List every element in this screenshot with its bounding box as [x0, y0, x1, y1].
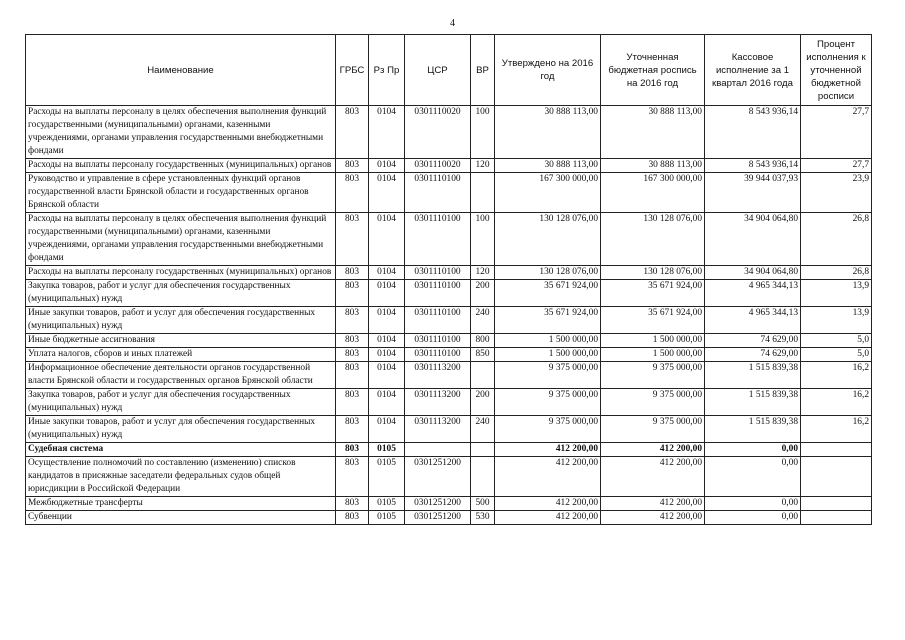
cell-csr: 0301110100	[405, 334, 471, 348]
cell-name: Закупка товаров, работ и услуг для обеспечения государственных (муниципальных) нужд	[26, 389, 336, 416]
cell-name: Иные закупки товаров, работ и услуг для обеспечения государственных (муниципальных) нужд	[26, 307, 336, 334]
cell-csr: 0301113200	[405, 416, 471, 443]
cell-rzpr: 0105	[369, 511, 405, 525]
cell-revised: 30 888 113,00	[601, 106, 705, 159]
cell-revised: 9 375 000,00	[601, 389, 705, 416]
cell-name: Иные бюджетные ассигнования	[26, 334, 336, 348]
cell-grbs: 803	[336, 457, 369, 497]
cell-grbs: 803	[336, 266, 369, 280]
cell-grbs: 803	[336, 389, 369, 416]
cell-name: Расходы на выплаты персоналу государственных (муниципальных) органов	[26, 159, 336, 173]
cell-percent: 16,2	[801, 362, 872, 389]
cell-grbs: 803	[336, 497, 369, 511]
cell-vr	[471, 362, 495, 389]
cell-vr	[471, 457, 495, 497]
cell-cash: 8 543 936,14	[705, 106, 801, 159]
cell-csr: 0301113200	[405, 389, 471, 416]
cell-csr: 0301113200	[405, 362, 471, 389]
cell-rzpr: 0104	[369, 362, 405, 389]
header-rzpr: Рз Пр	[369, 35, 405, 106]
cell-rzpr: 0105	[369, 457, 405, 497]
cell-cash: 0,00	[705, 497, 801, 511]
cell-cash: 34 904 064,80	[705, 213, 801, 266]
cell-cash: 39 944 037,93	[705, 173, 801, 213]
cell-approved: 412 200,00	[495, 511, 601, 525]
cell-rzpr: 0104	[369, 416, 405, 443]
cell-percent	[801, 511, 872, 525]
cell-revised: 35 671 924,00	[601, 280, 705, 307]
cell-csr: 0301110100	[405, 307, 471, 334]
cell-cash: 0,00	[705, 443, 801, 457]
cell-rzpr: 0104	[369, 159, 405, 173]
cell-cash: 0,00	[705, 457, 801, 497]
cell-vr: 120	[471, 159, 495, 173]
cell-grbs: 803	[336, 334, 369, 348]
cell-approved: 167 300 000,00	[495, 173, 601, 213]
cell-percent	[801, 457, 872, 497]
table-row	[26, 159, 872, 173]
cell-cash: 4 965 344,13	[705, 280, 801, 307]
cell-approved: 412 200,00	[495, 497, 601, 511]
cell-percent: 16,2	[801, 389, 872, 416]
cell-csr: 0301110100	[405, 173, 471, 213]
cell-vr: 200	[471, 280, 495, 307]
cell-cash: 1 515 839,38	[705, 362, 801, 389]
cell-approved: 9 375 000,00	[495, 416, 601, 443]
header-revised: Уточненная бюджетная роспись на 2016 год	[601, 35, 705, 106]
cell-rzpr: 0104	[369, 280, 405, 307]
cell-revised: 35 671 924,00	[601, 307, 705, 334]
header-csr: ЦСР	[405, 35, 471, 106]
cell-grbs: 803	[336, 362, 369, 389]
cell-csr: 0301251200	[405, 497, 471, 511]
cell-vr: 500	[471, 497, 495, 511]
cell-revised: 130 128 076,00	[601, 266, 705, 280]
cell-revised: 9 375 000,00	[601, 416, 705, 443]
cell-name: Судебная система	[26, 443, 336, 457]
table-row	[26, 173, 872, 213]
cell-percent: 13,9	[801, 280, 872, 307]
cell-approved: 412 200,00	[495, 457, 601, 497]
cell-percent: 5,0	[801, 334, 872, 348]
cell-grbs: 803	[336, 443, 369, 457]
cell-name: Расходы на выплаты персоналу в целях обеспечения выполнения функций государственными (муниципальными) органами, казенными учреждениями, органами управления государственными внебюджетными фондами	[26, 106, 336, 159]
cell-approved: 1 500 000,00	[495, 348, 601, 362]
cell-cash: 1 515 839,38	[705, 416, 801, 443]
cell-rzpr: 0104	[369, 106, 405, 159]
cell-revised: 130 128 076,00	[601, 213, 705, 266]
header-cash: Кассовое исполнение за 1 квартал 2016 года	[705, 35, 801, 106]
cell-approved: 130 128 076,00	[495, 266, 601, 280]
cell-vr: 240	[471, 416, 495, 443]
cell-vr: 120	[471, 266, 495, 280]
table-header-row	[26, 35, 872, 106]
header-name: Наименование	[26, 35, 336, 106]
cell-csr: 0301251200	[405, 457, 471, 497]
cell-csr: 0301110100	[405, 213, 471, 266]
cell-name: Расходы на выплаты персоналу государственных (муниципальных) органов	[26, 266, 336, 280]
cell-approved: 35 671 924,00	[495, 280, 601, 307]
table-row	[26, 416, 872, 443]
cell-name: Расходы на выплаты персоналу в целях обеспечения выполнения функций государственными (муниципальными) органами, казенными учреждениями, органами управления государственными внебюджетными фондами	[26, 213, 336, 266]
header-vr: ВР	[471, 35, 495, 106]
cell-vr: 800	[471, 334, 495, 348]
table-row	[26, 457, 872, 497]
cell-revised: 9 375 000,00	[601, 362, 705, 389]
table-row	[26, 511, 872, 525]
table-row	[26, 389, 872, 416]
cell-cash: 4 965 344,13	[705, 307, 801, 334]
cell-grbs: 803	[336, 307, 369, 334]
cell-rzpr: 0105	[369, 497, 405, 511]
table-row	[26, 213, 872, 266]
cell-percent: 26,8	[801, 213, 872, 266]
cell-cash: 0,00	[705, 511, 801, 525]
table-row	[26, 266, 872, 280]
cell-name: Информационное обеспечение деятельности органов государственной власти Брянской области и государственных органов Брянской области	[26, 362, 336, 389]
cell-rzpr: 0104	[369, 266, 405, 280]
table-body	[26, 106, 872, 525]
header-percent: Процент исполнения к уточненной бюджетной росписи	[801, 35, 872, 106]
cell-name: Осуществление полномочий по составлению (изменению) списков кандидатов в присяжные заседатели федеральных судов общей юрисдикции в Российской Федерации	[26, 457, 336, 497]
table-row	[26, 362, 872, 389]
cell-approved: 35 671 924,00	[495, 307, 601, 334]
cell-revised: 1 500 000,00	[601, 334, 705, 348]
cell-grbs: 803	[336, 416, 369, 443]
cell-percent: 5,0	[801, 348, 872, 362]
cell-name: Межбюджетные трансферты	[26, 497, 336, 511]
cell-approved: 130 128 076,00	[495, 213, 601, 266]
cell-cash: 74 629,00	[705, 334, 801, 348]
cell-rzpr: 0104	[369, 173, 405, 213]
cell-rzpr: 0104	[369, 334, 405, 348]
cell-approved: 30 888 113,00	[495, 106, 601, 159]
cell-csr: 0301110020	[405, 106, 471, 159]
cell-percent: 13,9	[801, 307, 872, 334]
cell-name: Иные закупки товаров, работ и услуг для обеспечения государственных (муниципальных) нужд	[26, 416, 336, 443]
cell-vr: 850	[471, 348, 495, 362]
cell-csr	[405, 443, 471, 457]
cell-approved: 9 375 000,00	[495, 389, 601, 416]
cell-grbs: 803	[336, 173, 369, 213]
cell-vr	[471, 443, 495, 457]
cell-revised: 30 888 113,00	[601, 159, 705, 173]
cell-cash: 34 904 064,80	[705, 266, 801, 280]
table-row	[26, 307, 872, 334]
cell-vr: 240	[471, 307, 495, 334]
header-grbs: ГРБС	[336, 35, 369, 106]
cell-rzpr: 0104	[369, 348, 405, 362]
table-row	[26, 348, 872, 362]
cell-approved: 30 888 113,00	[495, 159, 601, 173]
cell-cash: 74 629,00	[705, 348, 801, 362]
cell-vr: 200	[471, 389, 495, 416]
cell-revised: 412 200,00	[601, 443, 705, 457]
table-row	[26, 443, 872, 457]
cell-revised: 1 500 000,00	[601, 348, 705, 362]
cell-csr: 0301110100	[405, 266, 471, 280]
cell-cash: 8 543 936,14	[705, 159, 801, 173]
cell-percent: 16,2	[801, 416, 872, 443]
cell-vr: 100	[471, 213, 495, 266]
cell-approved: 1 500 000,00	[495, 334, 601, 348]
cell-csr: 0301110100	[405, 348, 471, 362]
cell-vr: 100	[471, 106, 495, 159]
cell-name: Закупка товаров, работ и услуг для обеспечения государственных (муниципальных) нужд	[26, 280, 336, 307]
cell-grbs: 803	[336, 106, 369, 159]
cell-percent: 23,9	[801, 173, 872, 213]
budget-table	[25, 34, 872, 525]
cell-grbs: 803	[336, 159, 369, 173]
table-row	[26, 280, 872, 307]
cell-revised: 412 200,00	[601, 497, 705, 511]
cell-percent: 27,7	[801, 159, 872, 173]
cell-vr	[471, 173, 495, 213]
cell-grbs: 803	[336, 511, 369, 525]
cell-rzpr: 0104	[369, 307, 405, 334]
cell-percent: 27,7	[801, 106, 872, 159]
page-number: 4	[450, 18, 455, 29]
cell-revised: 412 200,00	[601, 511, 705, 525]
cell-cash: 1 515 839,38	[705, 389, 801, 416]
header-approved: Утверждено на 2016 год	[495, 35, 601, 106]
cell-percent	[801, 497, 872, 511]
cell-grbs: 803	[336, 213, 369, 266]
cell-name: Руководство и управление в сфере установленных функций органов государственной власти Брянской области и государственных органов Брянской области	[26, 173, 336, 213]
cell-revised: 412 200,00	[601, 457, 705, 497]
table-row	[26, 106, 872, 159]
cell-csr: 0301251200	[405, 511, 471, 525]
cell-grbs: 803	[336, 280, 369, 307]
table-row	[26, 497, 872, 511]
cell-approved: 412 200,00	[495, 443, 601, 457]
cell-csr: 0301110020	[405, 159, 471, 173]
cell-csr: 0301110100	[405, 280, 471, 307]
cell-rzpr: 0105	[369, 443, 405, 457]
cell-name: Уплата налогов, сборов и иных платежей	[26, 348, 336, 362]
cell-percent: 26,8	[801, 266, 872, 280]
cell-rzpr: 0104	[369, 389, 405, 416]
cell-grbs: 803	[336, 348, 369, 362]
cell-rzpr: 0104	[369, 213, 405, 266]
cell-vr: 530	[471, 511, 495, 525]
cell-approved: 9 375 000,00	[495, 362, 601, 389]
cell-revised: 167 300 000,00	[601, 173, 705, 213]
table-row	[26, 334, 872, 348]
cell-percent	[801, 443, 872, 457]
cell-name: Субвенции	[26, 511, 336, 525]
